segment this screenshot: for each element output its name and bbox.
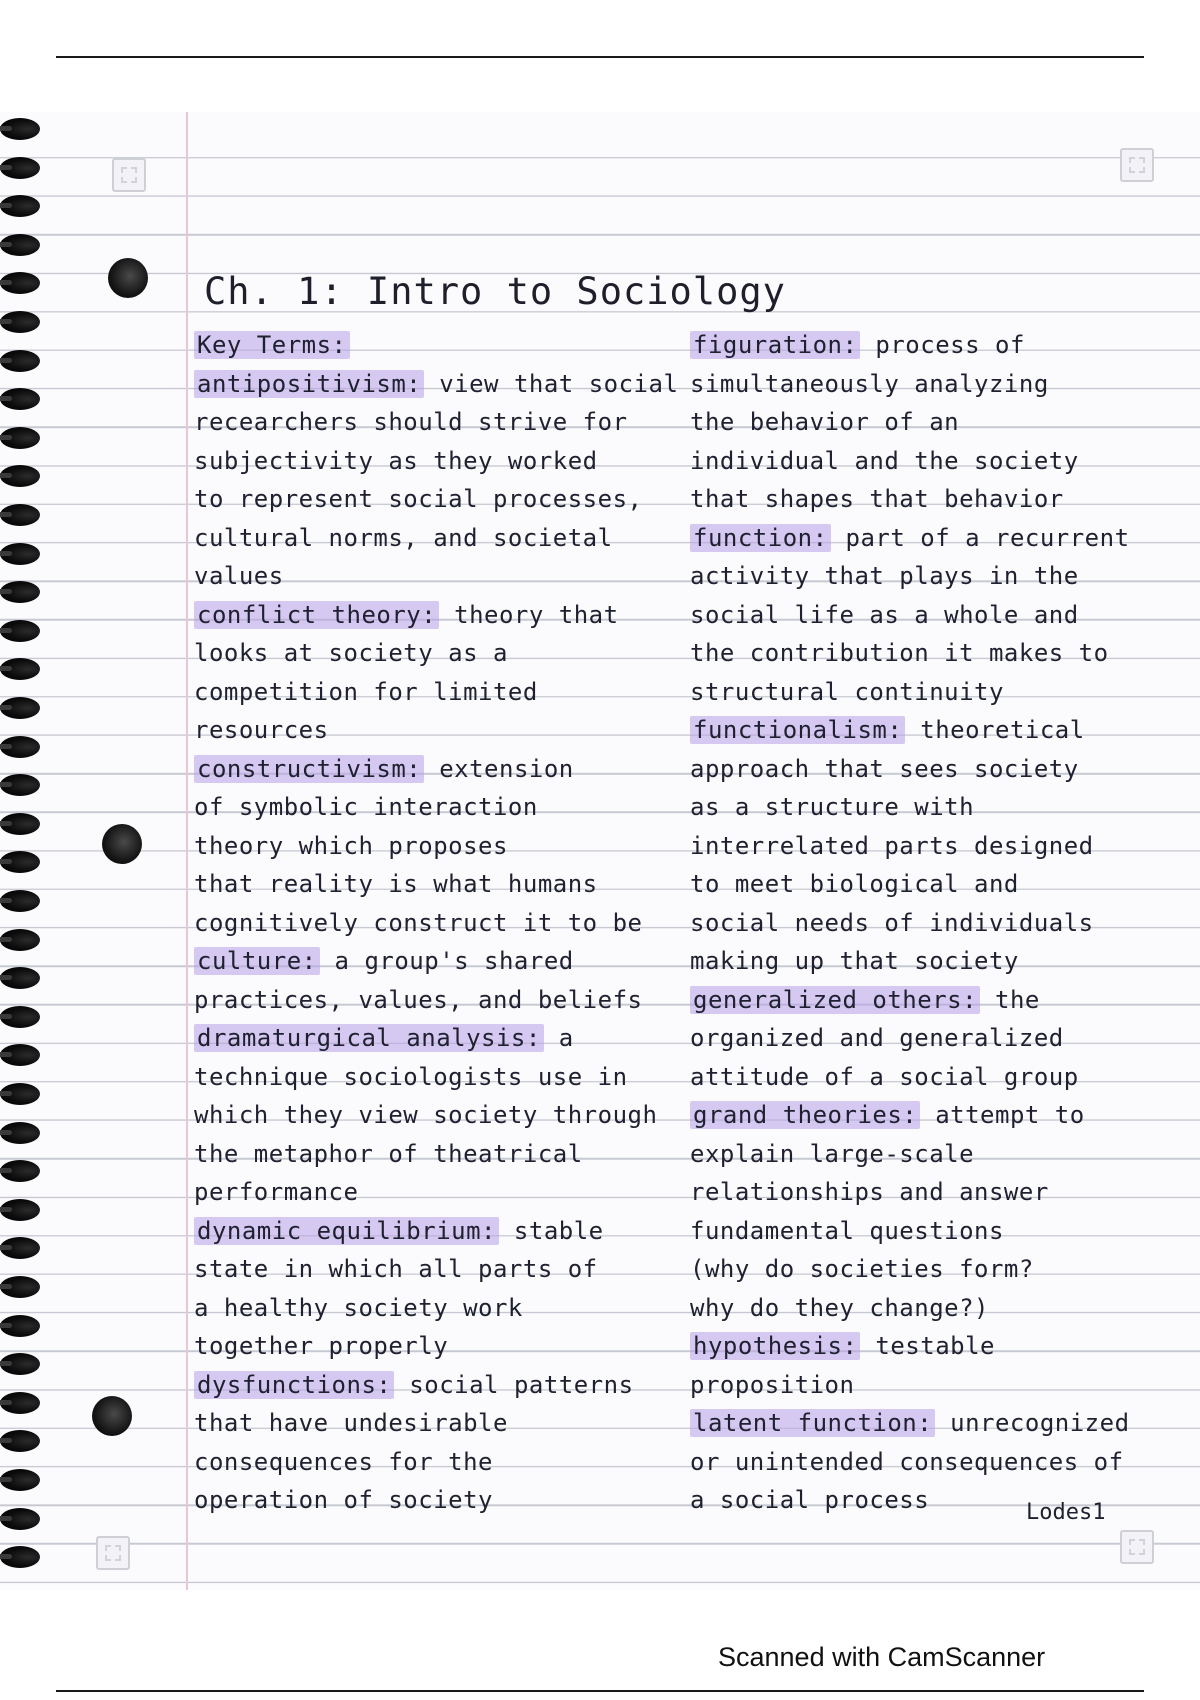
spiral-coil xyxy=(0,736,40,758)
note-text: the metaphor of theatrical xyxy=(194,1139,583,1168)
note-line xyxy=(690,865,1170,904)
page-marker-icon xyxy=(1120,1530,1154,1564)
note-line xyxy=(690,1135,1170,1174)
note-text: looks at society as a xyxy=(194,639,508,667)
note-text: recearchers should strive for xyxy=(194,408,628,436)
punch-hole-top xyxy=(108,258,148,298)
spiral-coil xyxy=(0,890,40,912)
note-text: view that social xyxy=(424,369,679,398)
note-text: to meet biological and xyxy=(690,870,1019,898)
note-text: competition for limited xyxy=(194,677,538,706)
note-text: state in which all parts of xyxy=(194,1255,598,1283)
note-text: resources xyxy=(194,716,329,744)
spiral-coil xyxy=(0,195,40,217)
key-term-highlight: function: xyxy=(690,524,831,552)
note-text: testable xyxy=(860,1332,995,1360)
note-text: cognitively construct it to be xyxy=(194,908,643,937)
note-text: that have undesirable xyxy=(194,1409,508,1437)
note-text: unrecognized xyxy=(935,1409,1130,1437)
note-line xyxy=(690,750,1170,789)
note-text: a healthy society work xyxy=(194,1293,523,1322)
note-line xyxy=(194,1443,674,1482)
spiral-coil xyxy=(0,1469,40,1491)
note-line xyxy=(690,711,1170,750)
note-text: technique sociologists use in xyxy=(194,1062,628,1091)
spiral-coil xyxy=(0,1044,40,1066)
note-line xyxy=(690,1289,1170,1328)
note-text: organized and generalized xyxy=(690,1024,1064,1052)
note-text: subjectivity as they worked xyxy=(194,446,598,475)
note-text: process of xyxy=(860,331,1025,359)
spiral-coil xyxy=(0,427,40,449)
spiral-coil xyxy=(0,967,40,989)
key-term-highlight: conflict theory: xyxy=(194,601,439,629)
note-line xyxy=(194,750,674,789)
note-text: making up that society xyxy=(690,947,1019,975)
key-term-highlight: culture: xyxy=(194,947,320,975)
note-line xyxy=(690,827,1170,866)
note-line xyxy=(690,519,1170,558)
spiral-coil xyxy=(0,658,40,680)
spiral-coil xyxy=(0,929,40,951)
note-line xyxy=(194,1096,674,1135)
key-term-highlight: Key Terms: xyxy=(194,331,350,359)
page-marker-icon xyxy=(112,158,146,192)
note-text: a xyxy=(543,1024,574,1052)
note-line xyxy=(690,673,1170,712)
note-line xyxy=(194,865,674,904)
spiral-coil xyxy=(0,1122,40,1144)
spiral-coil xyxy=(0,1315,40,1337)
scanner-watermark: Scanned with CamScanner xyxy=(718,1642,1046,1672)
note-text: to represent social processes, xyxy=(194,485,643,513)
note-text: simultaneously analyzing xyxy=(690,369,1049,398)
note-line xyxy=(690,1327,1170,1366)
spiral-coil xyxy=(0,697,40,719)
note-text: a group's shared xyxy=(319,947,574,975)
note-text: interrelated parts designed xyxy=(690,831,1094,860)
note-text: or unintended consequences of xyxy=(690,1447,1124,1476)
note-text: theory that xyxy=(439,600,619,629)
spiral-coil xyxy=(0,1199,40,1221)
note-line xyxy=(194,365,679,404)
note-line xyxy=(690,634,1170,673)
note-text: social patterns xyxy=(394,1370,634,1399)
spiral-coil xyxy=(0,465,40,487)
note-text: the contribution it makes to xyxy=(690,639,1109,667)
note-line xyxy=(194,1019,674,1058)
key-term-highlight: figuration: xyxy=(690,331,860,359)
page-marker-icon xyxy=(96,1536,130,1570)
note-line xyxy=(690,365,1170,404)
scan-bottom-border xyxy=(56,1690,1144,1692)
note-text: performance xyxy=(194,1178,359,1206)
punch-hole-bottom xyxy=(92,1396,132,1436)
note-text: of symbolic interaction xyxy=(194,793,538,821)
note-line xyxy=(690,403,1170,442)
note-line xyxy=(194,1135,674,1174)
spiral-coil xyxy=(0,157,40,179)
note-line xyxy=(194,596,674,635)
note-text: social needs of individuals xyxy=(690,908,1094,937)
spiral-coil xyxy=(0,1546,40,1568)
note-text: attempt to xyxy=(920,1101,1085,1129)
spiral-coil xyxy=(0,118,40,140)
spiral-coil xyxy=(0,388,40,410)
note-line xyxy=(194,480,674,519)
key-term-highlight: dysfunctions: xyxy=(194,1371,394,1399)
note-line xyxy=(194,1481,674,1520)
note-line xyxy=(690,480,1170,519)
note-text: together properly xyxy=(194,1332,449,1360)
note-line xyxy=(690,788,1170,827)
note-text: stable xyxy=(498,1216,604,1245)
note-line xyxy=(194,981,674,1020)
note-line xyxy=(194,1212,674,1251)
key-term-highlight: functionalism: xyxy=(690,716,905,744)
note-text: theory which proposes xyxy=(194,831,508,860)
note-line xyxy=(690,942,1170,981)
note-line xyxy=(194,403,674,442)
note-text: theoretical xyxy=(905,716,1085,744)
note-text: part of a recurrent xyxy=(830,523,1130,552)
note-text: a social process xyxy=(690,1486,930,1514)
note-line xyxy=(690,1250,1170,1289)
note-line xyxy=(690,1212,1170,1251)
note-text: proposition xyxy=(690,1370,855,1399)
note-text: attitude of a social group xyxy=(690,1062,1079,1091)
note-line xyxy=(194,1173,674,1212)
note-line xyxy=(194,673,674,712)
note-text: why do they change?) xyxy=(690,1293,989,1322)
key-term-highlight: grand theories: xyxy=(690,1101,920,1129)
spiral-coil xyxy=(0,350,40,372)
key-term-highlight: dramaturgical analysis: xyxy=(194,1024,544,1052)
note-line xyxy=(690,981,1170,1020)
note-text: activity that plays in the xyxy=(690,562,1079,590)
key-term-highlight: constructivism: xyxy=(194,755,424,783)
note-line xyxy=(194,1327,674,1366)
note-line xyxy=(690,1058,1170,1097)
spiral-coil xyxy=(0,1006,40,1028)
note-line xyxy=(194,326,674,365)
note-text: (why do societies form? xyxy=(690,1255,1034,1283)
note-line xyxy=(690,442,1170,481)
left-notes-column xyxy=(194,326,679,1520)
spiral-coil xyxy=(0,1508,40,1530)
note-line xyxy=(194,1289,674,1328)
note-text: which they view society through xyxy=(194,1101,658,1129)
note-line xyxy=(690,904,1170,943)
spiral-coil xyxy=(0,851,40,873)
note-line xyxy=(194,519,674,558)
note-line xyxy=(690,596,1170,635)
note-line xyxy=(690,1366,1170,1405)
key-term-highlight: antipositivism: xyxy=(194,370,424,398)
note-line xyxy=(690,326,1170,365)
note-line xyxy=(194,788,674,827)
note-text: that reality is what humans xyxy=(194,870,598,898)
note-text: extension xyxy=(424,754,574,783)
note-text: operation of society xyxy=(194,1486,493,1514)
page-marker-icon xyxy=(1120,148,1154,182)
spiral-coil xyxy=(0,813,40,835)
spiral-coil xyxy=(0,1276,40,1298)
note-line xyxy=(194,942,674,981)
note-text: explain large-scale xyxy=(690,1139,975,1168)
note-text: consequences for the xyxy=(194,1447,493,1476)
margin-line xyxy=(186,112,188,1590)
spiral-coil xyxy=(0,1083,40,1105)
spiral-coil xyxy=(0,1353,40,1375)
key-term-highlight: dynamic equilibrium: xyxy=(194,1217,499,1245)
scan-top-border xyxy=(56,56,1144,58)
note-line xyxy=(194,557,674,596)
note-text: the behavior of an xyxy=(690,408,960,436)
spiral-coil xyxy=(0,272,40,294)
note-line xyxy=(194,1404,674,1443)
note-text: practices, values, and beliefs xyxy=(194,985,643,1014)
key-term-highlight: generalized others: xyxy=(690,986,980,1014)
key-term-highlight: latent function: xyxy=(690,1409,935,1437)
note-line xyxy=(690,1404,1170,1443)
note-line xyxy=(194,1058,674,1097)
note-text: approach that sees society xyxy=(690,754,1079,783)
spiral-coil xyxy=(0,504,40,526)
right-notes-column xyxy=(690,326,1170,1520)
spiral-coil xyxy=(0,620,40,642)
key-term-highlight: hypothesis: xyxy=(690,1332,860,1360)
note-text: cultural norms, and societal xyxy=(194,523,613,552)
spiral-coil xyxy=(0,234,40,256)
note-line xyxy=(690,1443,1170,1482)
signature: Lodes1 xyxy=(1026,1500,1106,1525)
note-line xyxy=(690,1096,1170,1135)
spiral-coil xyxy=(0,311,40,333)
spiral-coil xyxy=(0,581,40,603)
note-line xyxy=(194,827,674,866)
note-text: social life as a whole and xyxy=(690,600,1079,629)
note-text: relationships and answer xyxy=(690,1178,1049,1206)
spiral-coil xyxy=(0,1237,40,1259)
note-line xyxy=(194,711,674,750)
note-line xyxy=(690,557,1170,596)
punch-hole-middle xyxy=(102,824,142,864)
spiral-coil xyxy=(0,1430,40,1452)
note-line xyxy=(194,1250,674,1289)
note-text: individual and the society xyxy=(690,446,1079,475)
note-text: fundamental questions xyxy=(690,1216,1004,1245)
spiral-coil xyxy=(0,1392,40,1414)
note-line xyxy=(690,1173,1170,1212)
note-text: that shapes that behavior xyxy=(690,485,1064,513)
spiral-coil xyxy=(0,774,40,796)
spiral-binding xyxy=(0,112,44,1590)
note-line xyxy=(194,1366,674,1405)
spiral-coil xyxy=(0,543,40,565)
note-text: the xyxy=(980,985,1040,1014)
note-line xyxy=(690,1019,1170,1058)
note-text: values xyxy=(194,562,284,590)
note-line xyxy=(194,904,674,943)
spiral-coil xyxy=(0,1160,40,1182)
note-line xyxy=(194,442,674,481)
page-title: Ch. 1: Intro to Sociology xyxy=(204,270,786,313)
note-text: as a structure with xyxy=(690,793,975,821)
note-line xyxy=(194,634,674,673)
note-text: structural continuity xyxy=(690,677,1004,706)
